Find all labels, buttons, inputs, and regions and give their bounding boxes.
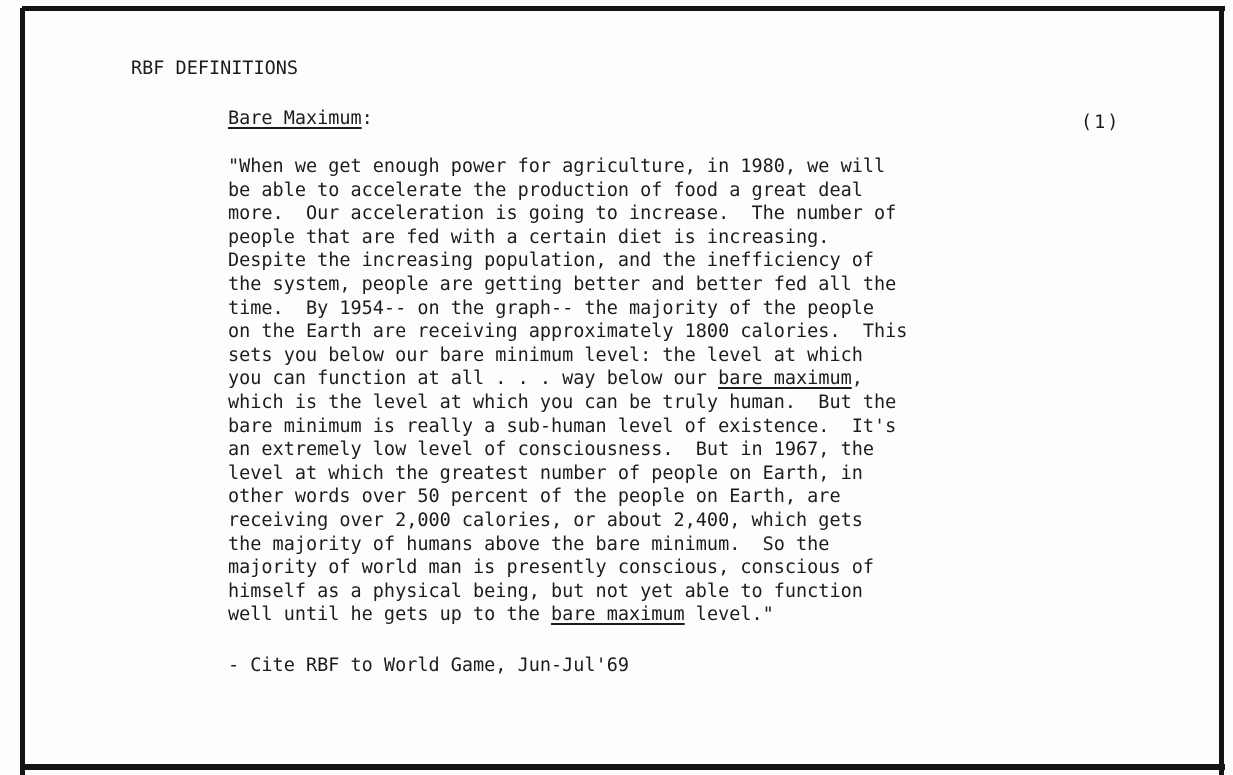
quote-line <box>228 249 907 273</box>
quote-line <box>228 179 907 203</box>
quote-line <box>228 297 907 321</box>
quote-line <box>228 509 907 533</box>
quote-line <box>228 344 907 368</box>
card-frame-right <box>1219 6 1224 775</box>
quote-line <box>228 320 907 344</box>
quote-text: an extremely low level of consciousness. But in 1967, the <box>228 439 875 461</box>
quote-line <box>228 367 907 391</box>
quote-text: time. By 1954-- on the graph-- the majority of the people <box>228 297 875 319</box>
card-frame-left <box>20 8 25 775</box>
quote-text: people that are fed with a certain diet is increasing. <box>228 226 830 248</box>
card-frame-bottom <box>22 764 1225 770</box>
term-title-colon: : <box>361 108 373 129</box>
card-heading: RBF DEFINITIONS <box>131 58 299 79</box>
quote-line <box>228 391 907 415</box>
reference-number: (1) <box>1081 112 1121 133</box>
quote-line <box>228 273 907 297</box>
term-title <box>228 108 373 129</box>
quote-text: sets you below our bare minimum level: the level at which <box>228 344 863 366</box>
card-frame-top <box>22 6 1225 11</box>
quote-text: bare minimum is really a sub-human level of existence. It's <box>228 415 897 437</box>
quote-text: you can function at all . . . way below our <box>228 368 719 390</box>
quote-text: other words over 50 percent of the people on Earth, are <box>228 486 841 508</box>
quote-line <box>228 202 907 226</box>
quote-line <box>228 226 907 250</box>
quote-body <box>228 155 907 627</box>
quote-text: level." <box>684 604 774 626</box>
quote-text: himself as a physical being, but not yet able to function <box>228 580 863 602</box>
underlined-phrase: bare maximum <box>551 604 685 626</box>
term-title-text: Bare Maximum <box>228 108 362 129</box>
quote-text: Despite the increasing population, and the inefficiency of <box>228 250 875 272</box>
quote-line <box>228 462 907 486</box>
quote-text: which is the level at which you can be truly human. But the <box>228 391 897 413</box>
quote-text: majority of world man is presently conscious, conscious of <box>228 557 875 579</box>
quote-text: on the Earth are receiving approximately 1800 calories. This <box>228 321 908 343</box>
quote-line <box>228 155 907 179</box>
quote-text: more. Our acceleration is going to increase. The number of <box>228 203 897 225</box>
quote-line <box>228 415 907 439</box>
quote-text: the system, people are getting better and better fed all the <box>228 273 897 295</box>
quote-line <box>228 556 907 580</box>
quote-text: be able to accelerate the production of food a great deal <box>228 179 863 201</box>
quote-text: level at which the greatest number of people on Earth, in <box>228 462 863 484</box>
citation: - Cite RBF to World Game, Jun-Jul'69 <box>228 655 629 676</box>
quote-line <box>228 533 907 557</box>
quote-text: receiving over 2,000 calories, or about 2,400, which gets <box>228 509 863 531</box>
quote-line <box>228 603 907 627</box>
quote-text: , <box>851 368 863 390</box>
quote-text: the majority of humans above the bare minimum. So the <box>228 533 830 555</box>
quote-text: "When we get enough power for agriculture, in 1980, we will <box>228 156 886 177</box>
quote-line <box>228 485 907 509</box>
quote-line <box>228 438 907 462</box>
quote-line <box>228 580 907 604</box>
quote-text: well until he gets up to the <box>228 604 552 626</box>
underlined-phrase: bare maximum <box>718 368 852 390</box>
